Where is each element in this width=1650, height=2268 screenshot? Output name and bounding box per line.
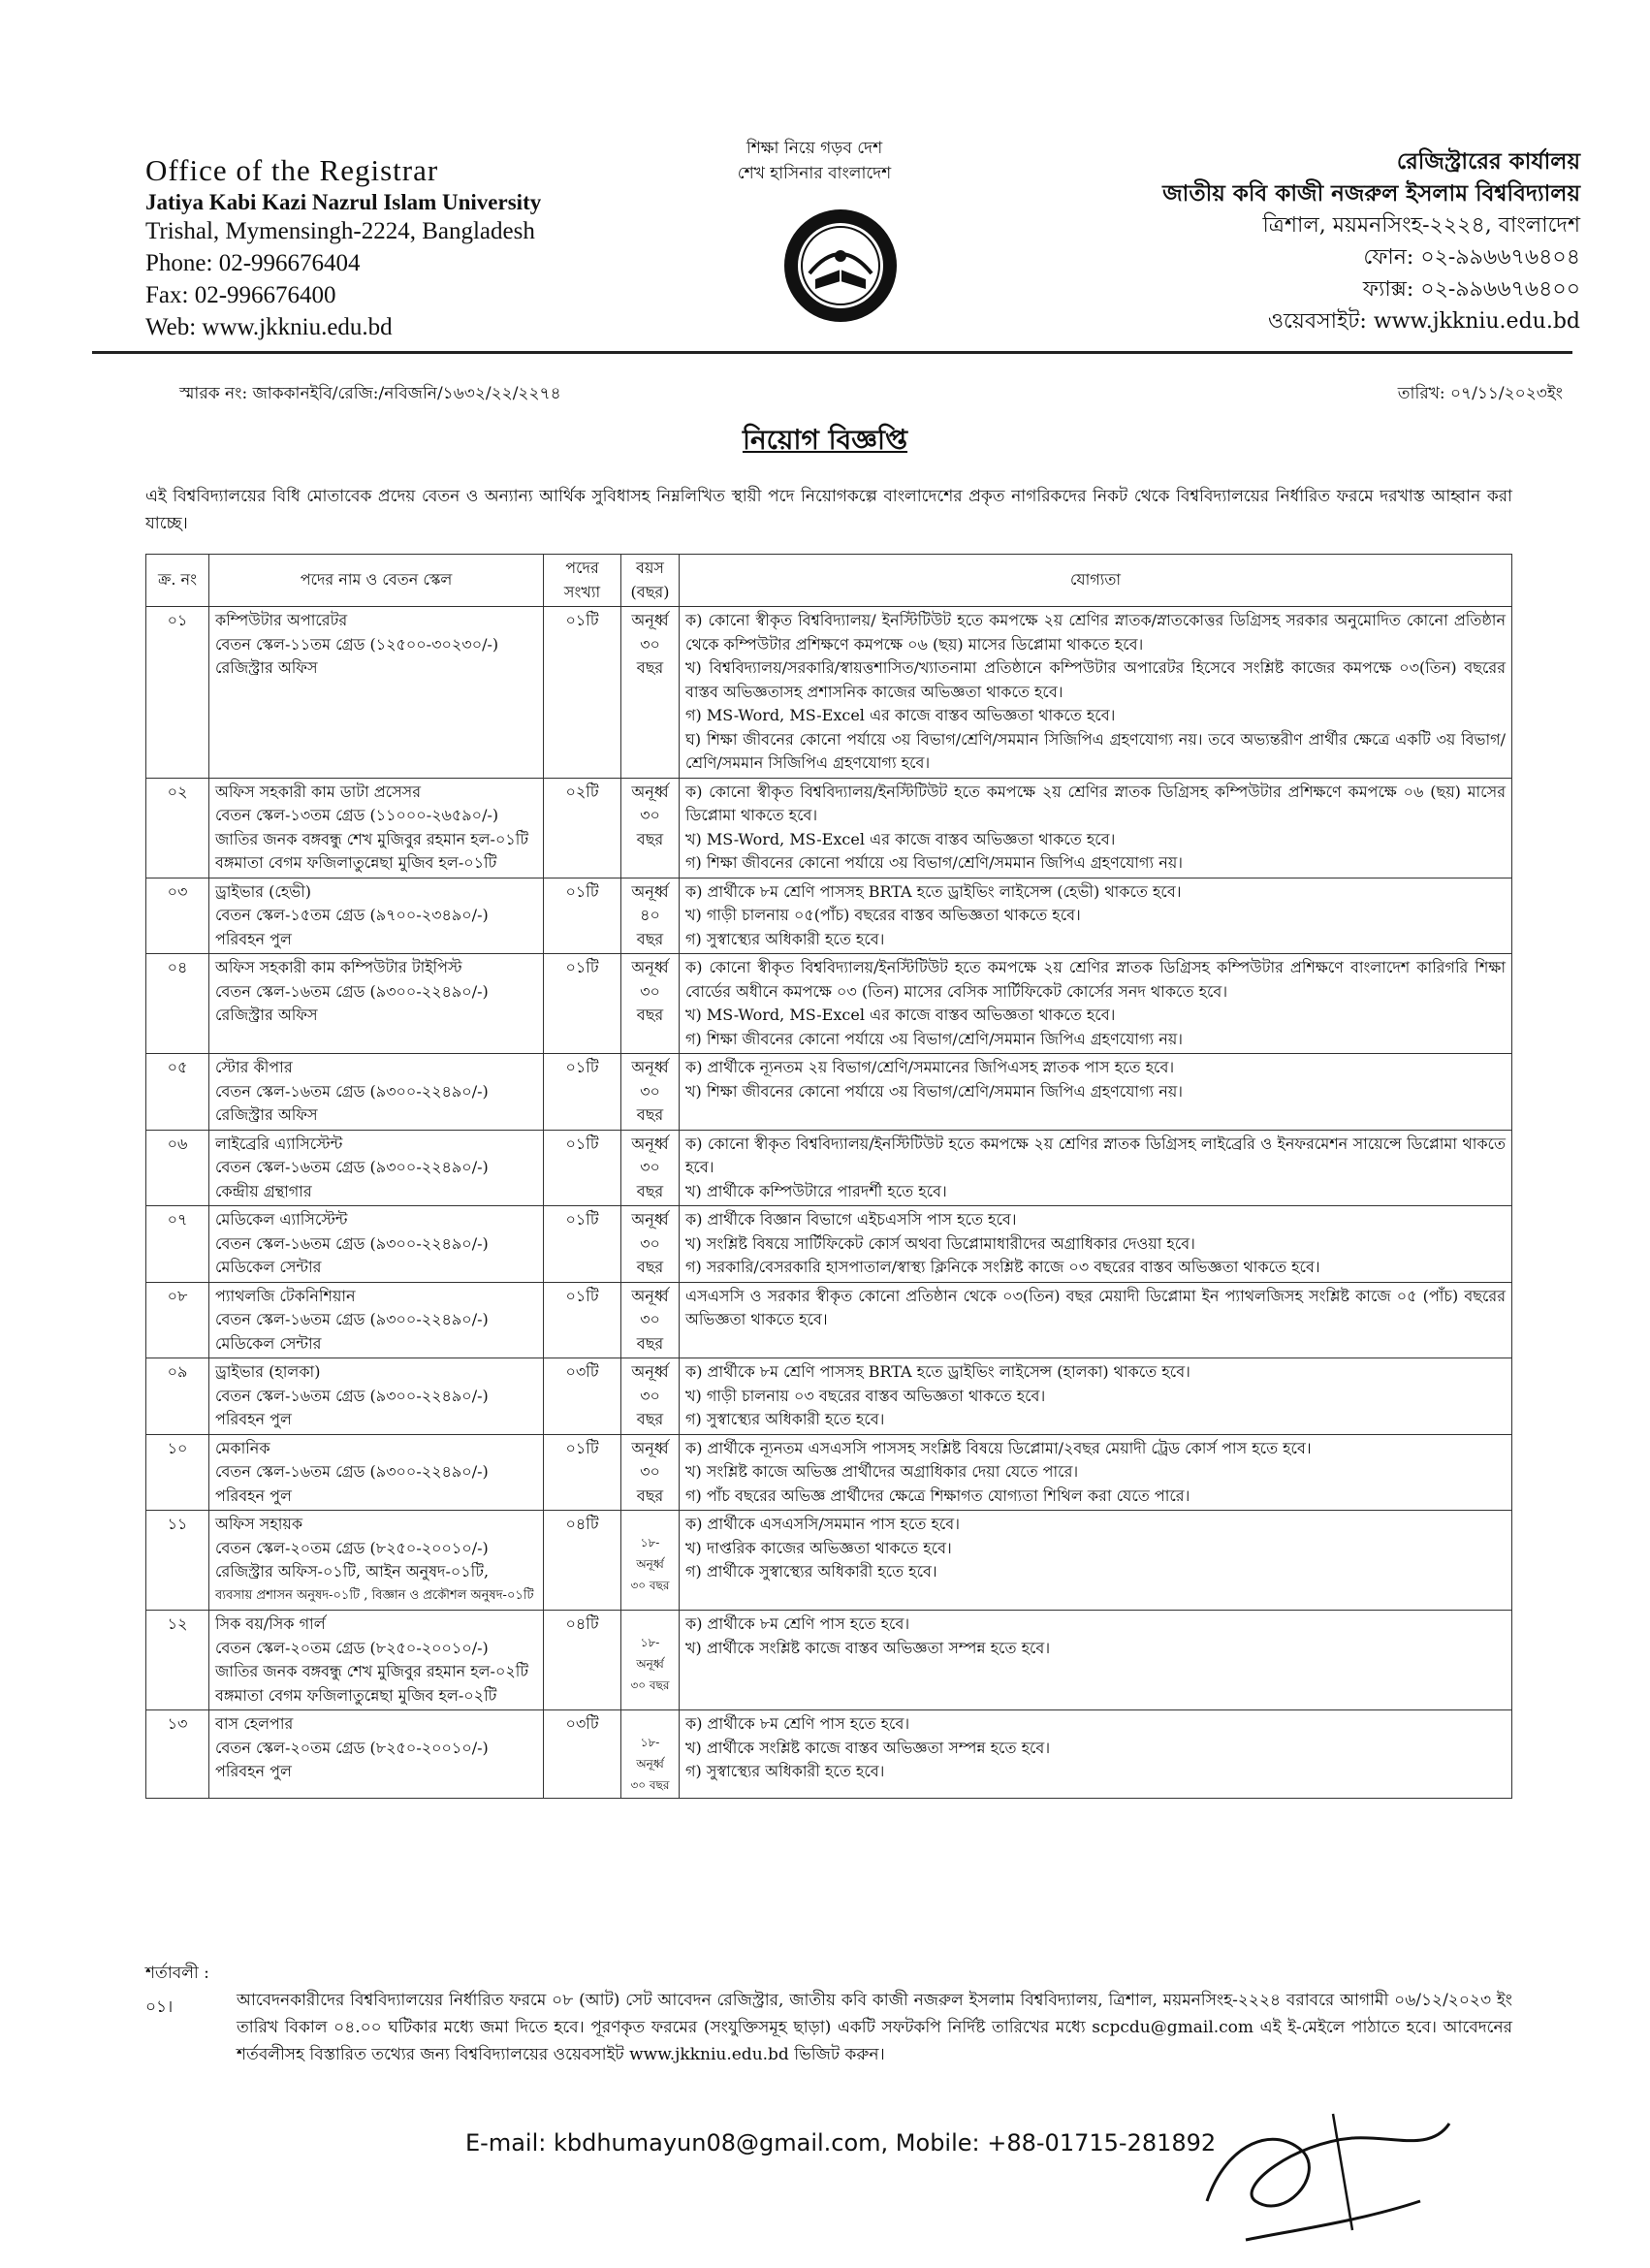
age-line: অনূর্ধ্ব (631, 958, 669, 976)
age-line: ৩০ (640, 1310, 660, 1328)
row-post-count: ০১টি (544, 878, 621, 954)
qualification-item: খ) বিশ্ববিদ্যালয়/সরকারি/স্বায়ত্তশাসিত/খ্যাতনামা প্রতিষ্ঠানে কম্পিউটার অপারেটর হিসেবে সংশ্লিষ্ট কাজের কমপক্ষে ০৩(তিন) বছরের বাস্তব অভিজ্ঞতাসহ প্রশাসনিক কাজের অভিজ্ঞতা থাকতে হবে। (685, 658, 1506, 701)
qualification-item: ক) প্রার্থীকে ৮ম শ্রেণি পাসসহ BRTA হতে ড্রাইভিং লাইসেন্স (হালকা) থাকতে হবে। (685, 1362, 1190, 1381)
age-line: বছর (636, 1333, 664, 1353)
post-title: অফিস সহকারী কাম ডাটা প্রসেসর (215, 782, 422, 801)
row-post (209, 1206, 544, 1283)
row-serial: ০৮ (146, 1282, 209, 1358)
table-row (146, 1358, 1512, 1435)
qualification-item: খ) প্রার্থীকে সংশ্লিষ্ট কাজে বাস্তব অভিজ্ঞতা সম্পন্ন হতে হবে। (685, 1738, 1051, 1757)
university-seal-logo-icon (780, 206, 901, 326)
qualification-item: ক) প্রার্থীকে ৮ম শ্রেণি পাস হতে হবে। (685, 1714, 910, 1733)
job-table (145, 554, 1512, 1799)
qualification-item: গ) শিক্ষা জীবনের কোনো পর্যায়ে ৩য় বিভাগ/শ্রেণি/সমমান জিপিএ গ্রহণযোগ্য নয়। (685, 1029, 1183, 1048)
age-line: অনূর্ধ্ব (631, 1438, 669, 1457)
table-row (146, 1434, 1512, 1511)
row-serial: ০২ (146, 778, 209, 878)
qualification-item: গ) সরকারি/বেসরকারি হাসপাতাল/স্বাস্থ্য ক্লিনিকে সংশ্লিষ্ট কাজে ০৩ বছরের বাস্তব অভিজ্ঞতা থাকতে হবে। (685, 1258, 1320, 1276)
header-age: বয়স (বছর) (621, 555, 680, 607)
row-post (209, 878, 544, 954)
post-title: কম্পিউটার অপারেটর (215, 611, 348, 629)
qualification-item: খ) গাড়ী চালনায় ০৫(পাঁচ) বছরের বাস্তব অভিজ্ঞতা থাকতে হবে। (685, 906, 1081, 924)
age-line: বছর (636, 1105, 664, 1124)
age-line: অনূর্ধ্ব (631, 1134, 669, 1153)
qualification-item: গ) প্রার্থীকে সুস্বাস্থ্যের অধিকারী হতে হবে। (685, 1562, 937, 1581)
qualification-item: ঘ) শিক্ষা জীবনের কোনো পর্যায়ে ৩য় বিভাগ/শ্রেণি/সমমান সিজিপিএ গ্রহণযোগ্য নয়। তবে অভ্যন্তরীণ প্রার্থীর ক্ষেত্রে একটি ৩য় বিভাগ/শ্রেণি/সমমান সিজিপিএ গ্রহণযোগ্য হবে। (685, 729, 1506, 772)
table-row (146, 1511, 1512, 1611)
row-post (209, 607, 544, 779)
qualification-item: খ) MS-Word, MS-Excel এর কাজে বাস্তব অভিজ্ঞতা থাকতে হবে। (685, 829, 1116, 848)
row-qualification (680, 1130, 1512, 1206)
row-serial: ০৯ (146, 1358, 209, 1435)
fax-bn: ফ্যাক্স: ০২-৯৯৬৬৭৬৪০০ (1362, 277, 1580, 302)
row-post (209, 1282, 544, 1358)
row-post-count: ০৩টি (544, 1710, 621, 1799)
age-line: ৩০ (640, 634, 660, 654)
row-post-count: ০১টি (544, 1206, 621, 1283)
table-row (146, 1611, 1512, 1710)
row-age-limit (621, 778, 680, 878)
qualification-item: খ) গাড়ী চালনায় ০৩ বছরের বাস্তব অভিজ্ঞতা থাকতে হবে। (685, 1386, 1046, 1405)
qualification-item: খ) MS-Word, MS-Excel এর কাজে বাস্তব অভিজ্ঞতা থাকতে হবে। (685, 1006, 1116, 1024)
qualification-item: ক) প্রার্থীকে ন্যূনতম এসএসসি পাসসহ সংশ্লিষ্ট বিষয়ে ডিপ্লোমা/২বছর মেয়াদী ট্রেড কোর্স পাস হতে হবে। (685, 1438, 1312, 1457)
post-detail: পরিবহন পুল (215, 1485, 292, 1505)
post-detail: বেতন স্কেল-১১তম গ্রেড (১২৫০০-৩০২৩০/-) (215, 634, 499, 654)
table-row (146, 607, 1512, 779)
qualification-item: খ) প্রার্থীকে কম্পিউটারে পারদর্শী হতে হবে। (685, 1181, 947, 1200)
table-row (146, 1054, 1512, 1131)
university-name-bn: জাতীয় কবি কাজী নজরুল ইসলাম বিশ্ববিদ্যালয় (1162, 180, 1580, 207)
post-detail: বেতন স্কেল-১৬তম গ্রেড (৯৩০০-২২৪৯০/-) (215, 981, 489, 1001)
office-title-bn: রেজিস্ট্রারের কার্যালয় (1396, 148, 1580, 175)
post-title: সিক বয়/সিক গার্ল (215, 1614, 326, 1633)
post-detail: রেজিস্ট্রার অফিস (215, 658, 318, 677)
post-detail: পরিবহন পুল (215, 1762, 292, 1780)
post-detail: পরিবহন পুল (215, 929, 292, 948)
qualification-item: ক) কোনো স্বীকৃত বিশ্ববিদ্যালয়/ইনস্টিটিউট হতে কমপক্ষে ২য় শ্রেণির স্নাতক ডিগ্রিসহ কম্পিউটার প্রশিক্ষণে বাংলাদেশ কারিগরি শিক্ষা বোর্ডের অধীনে কমপক্ষে ০৩ (তিন) মাসের বেসিক সার্টিফিকেট কোর্সের সনদ থাকতে হবে। (685, 958, 1506, 1001)
row-serial: ০১ (146, 607, 209, 779)
row-age-limit (621, 878, 680, 954)
post-detail: বঙ্গমাতা বেগম ফজিলাতুন্নেছা মুজিব হল-০১টি (215, 853, 497, 872)
row-qualification (680, 1611, 1512, 1710)
memo-number: স্মারক নং: জাককানইবি/রেজি:/নবিজনি/১৬৩২/২২/২২৭৪ (179, 384, 561, 403)
qualification-item: খ) প্রার্থীকে সংশ্লিষ্ট কাজে বাস্তব অভিজ্ঞতা সম্পন্ন হতে হবে। (685, 1638, 1051, 1657)
age-line: ৩০ (640, 1462, 660, 1481)
row-post (209, 1511, 544, 1611)
row-age-limit (621, 1611, 680, 1710)
age-line: ১৮-অনূর্ধ্ব (636, 1736, 664, 1771)
row-post-count: ০১টি (544, 1282, 621, 1358)
post-detail: রেজিস্ট্রার অফিস (215, 1006, 318, 1024)
row-qualification (680, 778, 1512, 878)
row-serial: ০৩ (146, 878, 209, 954)
row-post (209, 1611, 544, 1710)
age-line: ৩০ বছর (630, 1778, 670, 1792)
row-age-limit (621, 1434, 680, 1511)
notice-title (0, 419, 1650, 464)
phone-en: Phone: 02-996676404 (145, 250, 361, 276)
job-rows (146, 607, 1512, 1799)
row-qualification (680, 607, 1512, 779)
post-title: অফিস সহায়ক (215, 1515, 303, 1533)
post-detail: পরিবহন পুল (215, 1410, 292, 1428)
qualification-item: ক) প্রার্থীকে ৮ম শ্রেণি পাসসহ BRTA হতে ড্রাইভিং লাইসেন্স (হেভী) থাকতে হবে। (685, 881, 1182, 901)
post-detail: বেতন স্কেল-১৬তম গ্রেড (৯৩০০-২২৪৯০/-) (215, 1310, 489, 1328)
phone-bn: ফোন: ০২-৯৯৬৬৭৬৪০৪ (1363, 245, 1580, 270)
age-line: বছর (636, 658, 664, 677)
age-line: ৩০ (640, 806, 660, 824)
post-detail: বেতন স্কেল-১৬তম গ্রেড (৯৩০০-২২৪৯০/-) (215, 1233, 489, 1253)
row-post-count: ০৪টি (544, 1511, 621, 1611)
table-header-row (146, 555, 1512, 607)
post-detail: বেতন স্কেল-১৬তম গ্রেড (৯৩০০-২২৪৯০/-) (215, 1081, 489, 1101)
row-qualification (680, 1282, 1512, 1358)
row-qualification (680, 1206, 1512, 1283)
row-serial: ১২ (146, 1611, 209, 1710)
post-detail: বেতন স্কেল-২০তম গ্রেড (৮২৫০-২০০১০/-) (215, 1638, 489, 1657)
header-qualification: যোগ্যতা (680, 555, 1512, 607)
post-detail: বেতন স্কেল-২০তম গ্রেড (৮২৫০-২০০১০/-) (215, 1738, 489, 1757)
web-en: Web: www.jkkniu.edu.bd (145, 314, 393, 340)
row-post (209, 954, 544, 1054)
post-detail: রেজিস্ট্রার অফিস (215, 1105, 318, 1124)
row-post-count: ০১টি (544, 954, 621, 1054)
age-line: বছর (636, 829, 664, 848)
table-row (146, 1206, 1512, 1283)
row-serial: ০৬ (146, 1130, 209, 1206)
age-line: বছর (636, 1006, 664, 1024)
age-line: অনূর্ধ্ব (631, 782, 669, 801)
table-row (146, 1130, 1512, 1206)
row-serial: ১১ (146, 1511, 209, 1611)
row-post (209, 1054, 544, 1131)
table-row (146, 778, 1512, 878)
qualification-item: খ) শিক্ষা জীবনের কোনো পর্যায়ে ৩য় বিভাগ/শ্রেণি/সমমান জিপিএ গ্রহণযোগ্য নয়। (685, 1081, 1183, 1101)
qualification-item: খ) সংশ্লিষ্ট কাজে অভিজ্ঞ প্রার্থীদের অগ্রাধিকার দেয়া যেতে পারে। (685, 1462, 1079, 1481)
post-title: অফিস সহকারী কাম কম্পিউটার টাইপিস্ট (215, 958, 462, 976)
table-row (146, 878, 1512, 954)
age-line: অনূর্ধ্ব (631, 1362, 669, 1381)
post-detail: জাতির জনক বঙ্গবন্ধু শেখ মুজিবুর রহমান হল-০২টি (215, 1662, 529, 1680)
age-line: বছর (636, 929, 664, 948)
header-count: পদের সংখ্যা (544, 555, 621, 607)
qualification-item: গ) শিক্ষা জীবনের কোনো পর্যায়ে ৩য় বিভাগ/শ্রেণি/সমমান জিপিএ গ্রহণযোগ্য নয়। (685, 853, 1183, 872)
university-name-en: Jatiya Kabi Kazi Nazrul Islam University (145, 190, 542, 214)
row-qualification (680, 954, 1512, 1054)
age-line: ৩০ বছর (630, 1579, 670, 1592)
row-post-count: ০১টি (544, 607, 621, 779)
qualification-item: ক) প্রার্থীকে ৮ম শ্রেণি পাস হতে হবে। (685, 1614, 910, 1633)
row-age-limit (621, 1710, 680, 1799)
post-detail: ব্যবসায় প্রশাসন অনুষদ-০১টি , বিজ্ঞান ও প্রকৌশল অনুষদ-০১টি (215, 1587, 534, 1603)
post-detail: বেতন স্কেল-২০তম গ্রেড (৮২৫০-২০০১০/-) (215, 1538, 489, 1557)
qualification-item: ক) প্রার্থীকে ন্যূনতম ২য় বিভাগ/শ্রেণি/সমমানের জিপিএসহ স্নাতক পাস হতে হবে। (685, 1058, 1175, 1076)
qualification-item: এসএসসি ও সরকার স্বীকৃত কোনো প্রতিষ্ঠান থেকে ০৩(তিন) বছর মেয়াদী ডিপ্লোমা ইন প্যাথলজিসহ সংশ্লিষ্ট কাজে ০৫ (পাঁচ) বছরের অভিজ্ঞতা থাকতে হবে। (685, 1286, 1506, 1328)
qualification-item: ক) কোনো স্বীকৃত বিশ্ববিদ্যালয়/ইনস্টিটিউট হতে কমপক্ষে ২য় শ্রেণির স্নাতক ডিগ্রিসহ কম্পিউটার প্রশিক্ষণে কমপক্ষে ০৬ (ছয়) মাসের ডিপ্লোমা থাকতে হবে। (685, 782, 1506, 824)
address-en: Trishal, Mymensingh-2224, Bangladesh (145, 218, 535, 244)
post-detail: বেতন স্কেল-১৬তম গ্রেড (৯৩০০-২২৪৯০/-) (215, 1462, 489, 1481)
row-serial: ০৭ (146, 1206, 209, 1283)
age-line: ১৮-অনূর্ধ্ব (636, 1536, 664, 1571)
row-qualification (680, 1054, 1512, 1131)
row-post-count: ০২টি (544, 778, 621, 878)
address-bn: ত্রিশাল, ময়মনসিংহ-২২২৪, বাংলাদেশ (1262, 213, 1580, 238)
post-detail: জাতির জনক বঙ্গবন্ধু শেখ মুজিবুর রহমান হল-০১টি (215, 829, 529, 848)
age-line: বছর (636, 1485, 664, 1505)
header-sl: ক্র. নং (146, 555, 209, 607)
table-row (146, 1282, 1512, 1358)
qualification-item: গ) সুস্বাস্থ্যের অধিকারী হতে হবে। (685, 929, 885, 948)
header-left (145, 153, 688, 343)
table-row (146, 1710, 1512, 1799)
row-age-limit (621, 1054, 680, 1131)
row-qualification (680, 1710, 1512, 1799)
post-title: মেডিকেল এ্যাসিস্টেন্ট (215, 1210, 348, 1229)
post-detail: বেতন স্কেল-১৬তম গ্রেড (৯৩০০-২২৪৯০/-) (215, 1158, 489, 1176)
table-row (146, 954, 1512, 1054)
qualification-item: ক) প্রার্থীকে বিজ্ঞান বিভাগে এইচএসসি পাস হতে হবে। (685, 1210, 1017, 1229)
row-age-limit (621, 1206, 680, 1283)
age-line: অনূর্ধ্ব (631, 1210, 669, 1229)
row-qualification (680, 1434, 1512, 1511)
age-line: বছর (636, 1410, 664, 1428)
row-post-count: ০৪টি (544, 1611, 621, 1710)
qualification-item: গ) সুস্বাস্থ্যের অধিকারী হতে হবে। (685, 1762, 885, 1780)
row-serial: ১০ (146, 1434, 209, 1511)
age-line: ৩০ বছর (630, 1678, 670, 1692)
qualification-item: খ) দাপ্তরিক কাজের অভিজ্ঞতা থাকতে হবে। (685, 1538, 952, 1557)
post-title: লাইব্রেরি এ্যাসিস্টেন্ট (215, 1134, 343, 1153)
post-title: প্যাথলজি টেকনিশিয়ান (215, 1286, 356, 1305)
notice-title-text: নিয়োগ বিজ্ঞপ্তি (742, 424, 908, 456)
age-line: অনূর্ধ্ব (631, 1058, 669, 1076)
row-post (209, 778, 544, 878)
conditions-heading: শর্তাবলী : (145, 1964, 209, 1983)
notice-date: তারিখ: ০৭/১১/২০২৩ইং (1397, 384, 1563, 403)
row-age-limit (621, 1282, 680, 1358)
row-post (209, 1358, 544, 1435)
row-post (209, 1434, 544, 1511)
qualification-item: ক) কোনো স্বীকৃত বিশ্ববিদ্যালয়/ইনস্টিটিউট হতে কমপক্ষে ২য় শ্রেণির স্নাতক ডিগ্রিসহ লাইব্রেরি ও ইনফরমেশন সায়েন্সে ডিপ্লোমা থাকতে হবে। (685, 1134, 1506, 1176)
age-line: ৪০ (640, 906, 660, 924)
row-serial: ১৩ (146, 1710, 209, 1799)
age-line: বছর (636, 1258, 664, 1276)
row-post-count: ০১টি (544, 1434, 621, 1511)
age-line: ৩০ (640, 1233, 660, 1253)
condition-number: ০১। (145, 1997, 174, 2017)
row-post-count: ০১টি (544, 1054, 621, 1131)
office-title-en: Office of the Registrar (145, 153, 439, 187)
post-detail: বেতন স্কেল-১৬তম গ্রেড (৯৩০০-২২৪৯০/-) (215, 1386, 489, 1405)
row-age-limit (621, 607, 680, 779)
header-slogan (708, 136, 921, 186)
slogan-line-1: শিক্ষা নিয়ে গড়ব দেশ (746, 139, 883, 158)
post-detail: মেডিকেল সেন্টার (215, 1333, 322, 1353)
row-qualification (680, 1511, 1512, 1611)
qualification-item: খ) সংশ্লিষ্ট বিষয়ে সার্টিফিকেট কোর্স অথবা ডিপ্লোমাধারীদের অগ্রাধিকার দেওয়া হবে। (685, 1233, 1195, 1253)
fax-en: Fax: 02-996676400 (145, 282, 336, 308)
post-title: ড্রাইভার (হালকা) (215, 1362, 321, 1381)
footer-contact: E-mail: kbdhumayun08@gmail.com, Mobile: +88-01715-281892 (465, 2129, 1217, 2156)
age-line: ১৮-অনূর্ধ্ব (636, 1636, 664, 1671)
row-post-count: ০৩টি (544, 1358, 621, 1435)
post-detail: বেতন স্কেল-১৫তম গ্রেড (৯৭০০-২৩৪৯০/-) (215, 906, 489, 924)
row-post (209, 1710, 544, 1799)
row-serial: ০৫ (146, 1054, 209, 1131)
qualification-item: গ) MS-Word, MS-Excel এর কাজে বাস্তব অভিজ্ঞতা থাকতে হবে। (685, 706, 1116, 724)
age-line: ৩০ (640, 1386, 660, 1405)
age-line: বছর (636, 1181, 664, 1200)
post-detail: বেতন স্কেল-১৩তম গ্রেড (১১০০০-২৬৫৯০/-) (215, 806, 499, 824)
post-detail: বঙ্গমাতা বেগম ফজিলাতুন্নেছা মুজিব হল-০২টি (215, 1685, 497, 1705)
row-serial: ০৪ (146, 954, 209, 1054)
row-qualification (680, 1358, 1512, 1435)
row-age-limit (621, 1511, 680, 1611)
row-post-count: ০১টি (544, 1130, 621, 1206)
row-age-limit (621, 1130, 680, 1206)
post-title: স্টোর কীপার (215, 1058, 293, 1076)
web-bn: ওয়েবসাইট: www.jkkniu.edu.bd (1267, 309, 1580, 334)
post-detail: কেন্দ্রীয় গ্রন্থাগার (215, 1181, 312, 1200)
qualification-item: গ) সুস্বাস্থ্যের অধিকারী হতে হবে। (685, 1410, 885, 1428)
row-qualification (680, 878, 1512, 954)
slogan-line-2: শেখ হাসিনার বাংলাদেশ (737, 164, 892, 183)
age-line: অনূর্ধ্ব (631, 881, 669, 901)
header-divider (92, 351, 1572, 354)
handwritten-signature-icon (1188, 2085, 1469, 2250)
age-line: ৩০ (640, 1081, 660, 1101)
age-line: ৩০ (640, 981, 660, 1001)
row-age-limit (621, 1358, 680, 1435)
post-title: ড্রাইভার (হেভী) (215, 881, 312, 901)
intro-paragraph: এই বিশ্ববিদ্যালয়ের বিধি মোতাবেক প্রদেয় বেতন ও অন্যান্য আর্থিক সুবিধাসহ নিম্নলিখিত স্থায়ী পদে নিয়োগকল্পে বাংলাদেশের প্রকৃত নাগরিকদের নিকট থেকে বিশ্ববিদ্যালয়ের নির্ধারিত ফরমে দরখাস্ত আহ্বান করা যাচ্ছে। (145, 487, 1512, 533)
qualification-item: গ) পাঁচ বছরের অভিজ্ঞ প্রার্থীদের ক্ষেত্রে শিক্ষাগত যোগ্যতা শিথিল করা যেতে পারে। (685, 1485, 1190, 1505)
age-line: ৩০ (640, 1158, 660, 1176)
qualification-item: ক) কোনো স্বীকৃত বিশ্ববিদ্যালয়/ ইনস্টিটিউট হতে কমপক্ষে ২য় শ্রেণির স্নাতক/স্নাতকোত্তর ডিগ্রিসহ সরকার অনুমোদিত কোনো প্রতিষ্ঠান থেকে কম্পিউটার প্রশিক্ষণে কমপক্ষে ০৬ (ছয়) মাসের ডিপ্লোমা থাকতে হবে। (685, 611, 1506, 654)
row-post (209, 1130, 544, 1206)
post-detail: রেজিস্ট্রার অফিস-০১টি, আইন অনুষদ-০১টি, (215, 1562, 490, 1581)
age-line: অনূর্ধ্ব (631, 1286, 669, 1305)
age-line: অনূর্ধ্ব (631, 611, 669, 629)
post-title: বাস হেলপার (215, 1714, 294, 1733)
condition-text: আবেদনকারীদের বিশ্ববিদ্যালয়ের নির্ধারিত ফরমে ০৮ (আট) সেট আবেদন রেজিস্ট্রার, জাতীয় কবি কাজী নজরুল ইসলাম বিশ্ববিদ্যালয়, ত্রিশাল, ময়মনসিংহ-২২২৪ বরাবরে আগামী ০৬/১২/২০২৩ ইং তারিখ বিকাল ০৪.০০ ঘটিকার মধ্যে জমা দিতে হবে। পূরণকৃত ফরমের (সংযুক্তিসমূহ ছাড়া) একটি সফটকপি নির্দিষ্ট তারিখের মধ্যে scpcdu@gmail.com এই ই-মেইলে পাঠাতে হবে। আবেদনের শর্তবলীসহ বিস্তারিত তথ্যের জন্য বিশ্ববিদ্যালয়ের ওয়েবসাইট www.jkkniu.edu.bd ভিজিট করুন। (237, 1991, 1512, 2064)
post-detail: মেডিকেল সেন্টার (215, 1258, 322, 1276)
header-right (1095, 145, 1580, 337)
header-post: পদের নাম ও বেতন স্কেল (209, 555, 544, 607)
qualification-item: ক) প্রার্থীকে এসএসসি/সমমান পাস হতে হবে। (685, 1515, 960, 1533)
post-title: মেকানিক (215, 1438, 270, 1457)
row-age-limit (621, 954, 680, 1054)
